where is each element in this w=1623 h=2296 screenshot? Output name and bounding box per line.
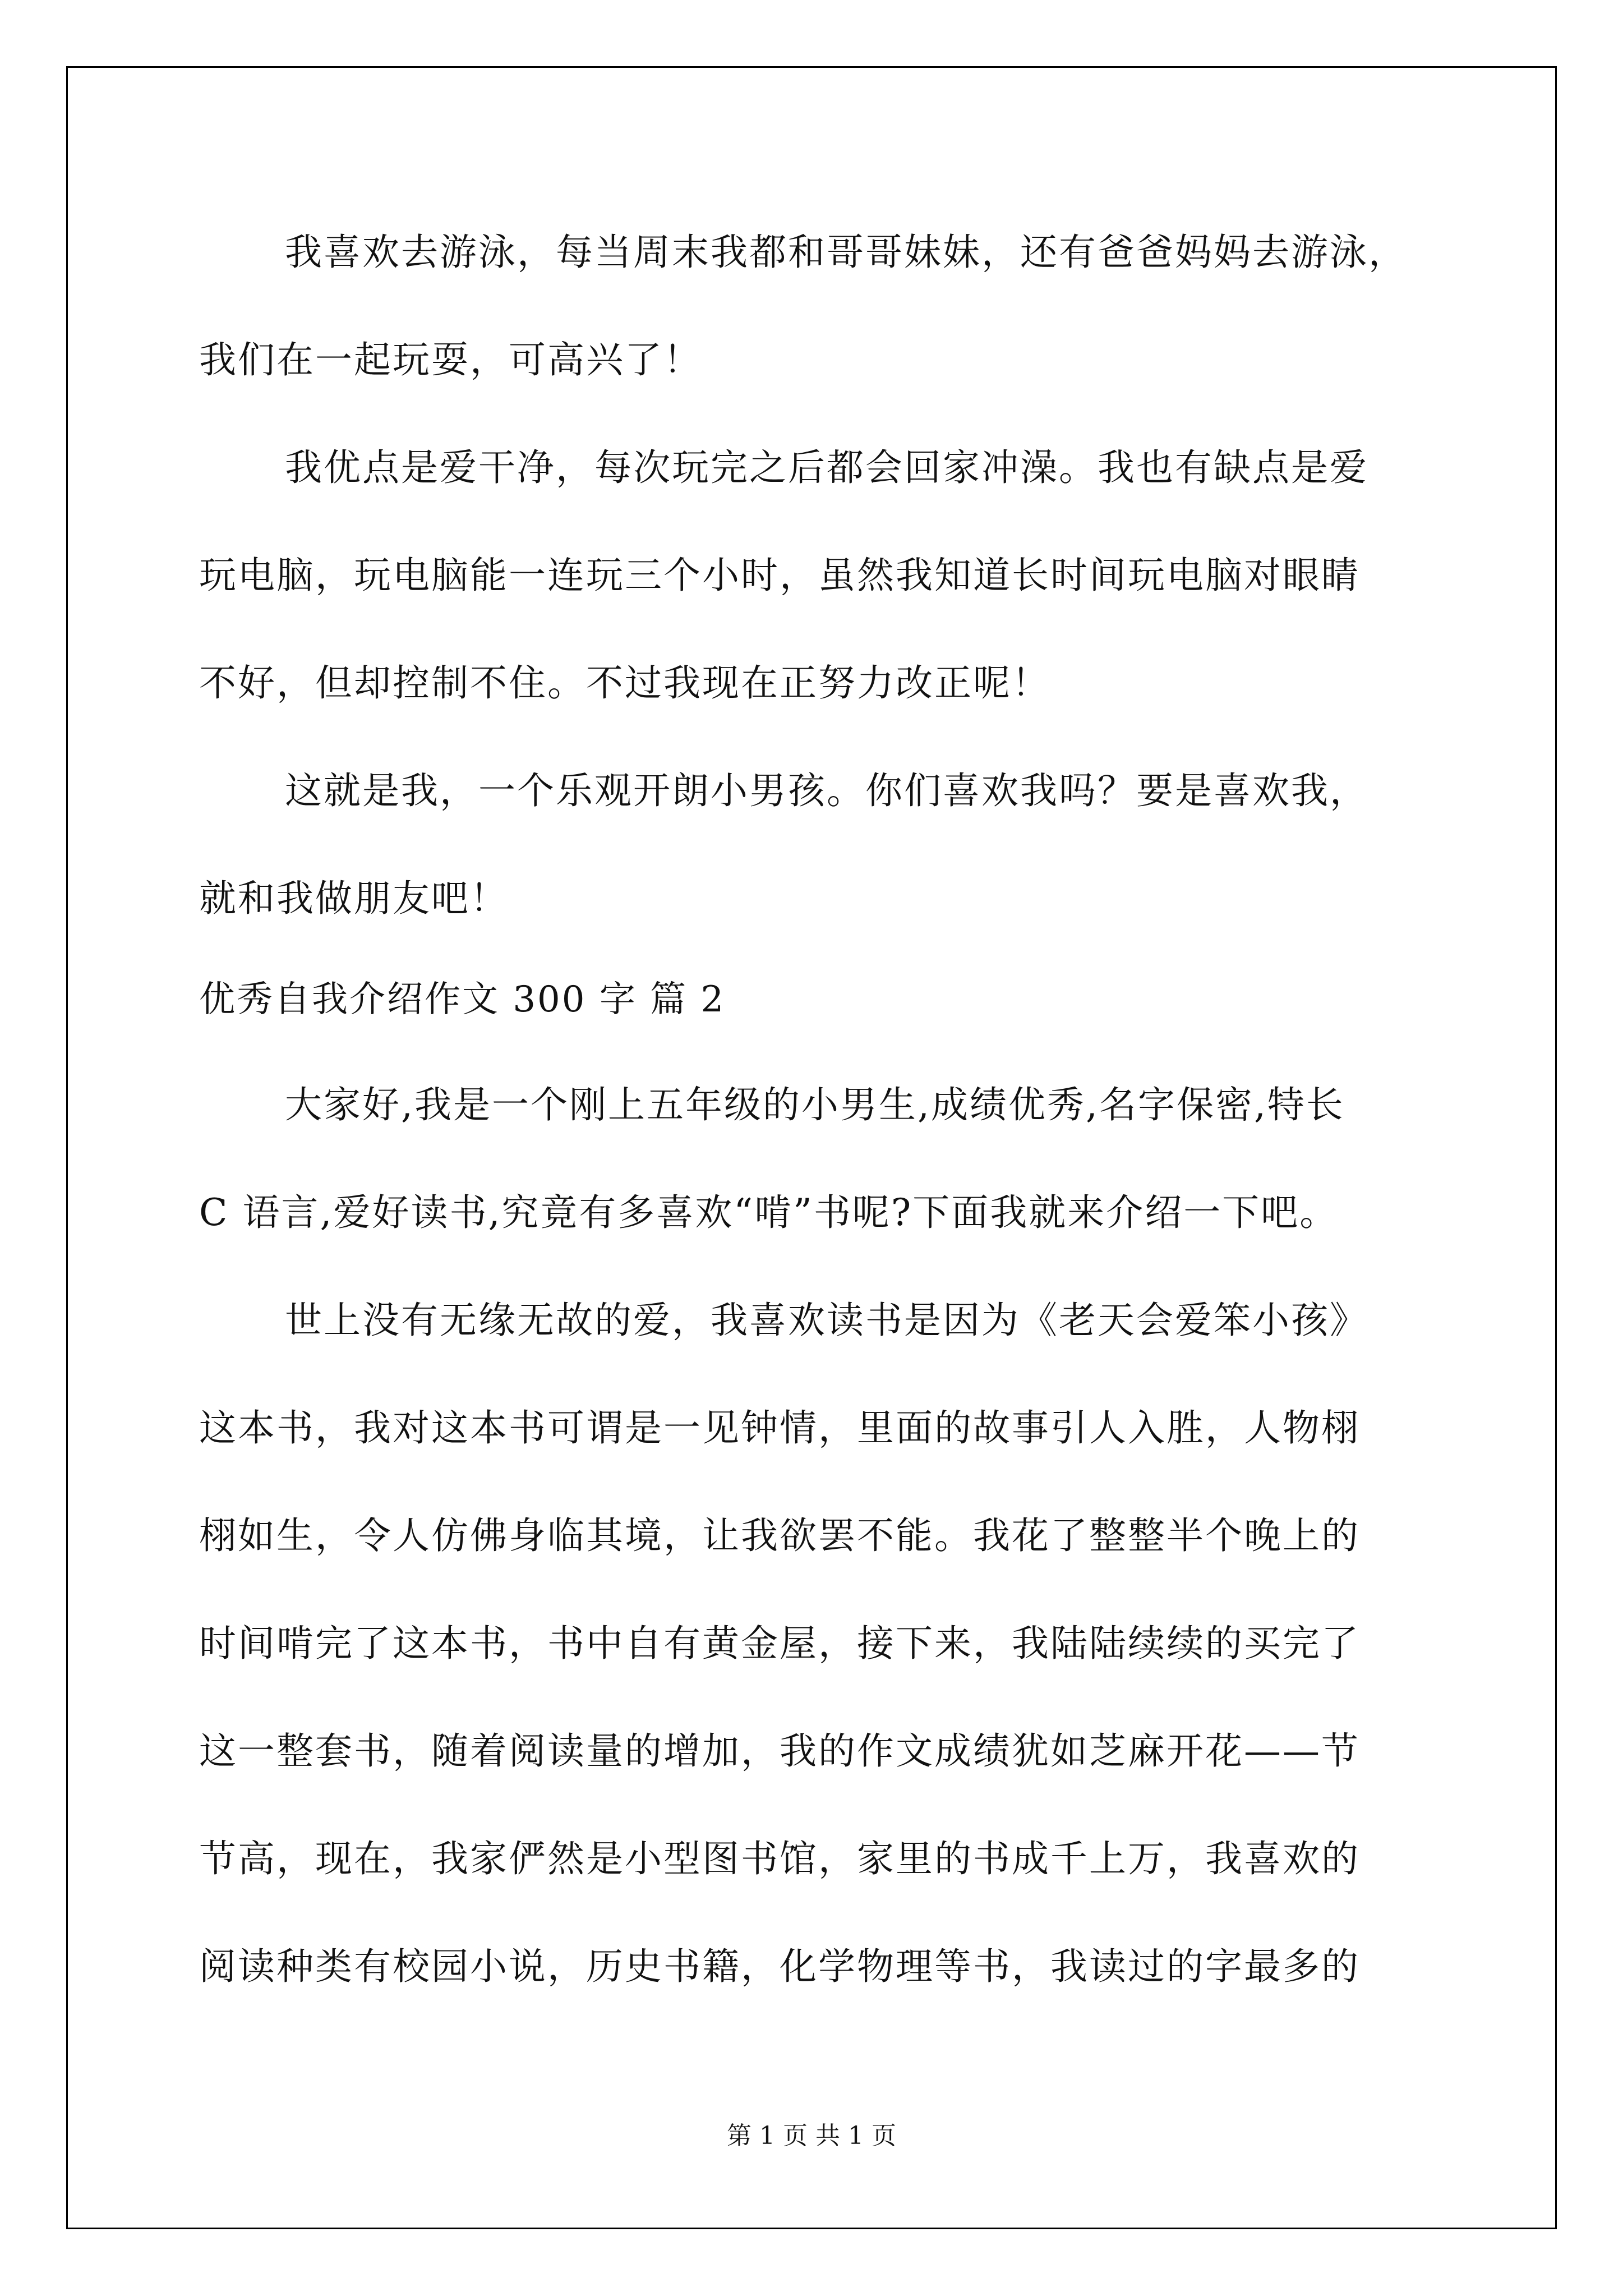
paragraph-2-line-2: 玩电脑，玩电脑能一连玩三个小时，虽然我知道长时间玩电脑对眼睛 [199,554,1360,597]
paragraph-3-line-2: 就和我做朋友吧！ [199,877,509,920]
page-number: 第 1 页 共 1 页 [727,2122,896,2150]
paragraph-2-line-3: 不好，但却控制不住。不过我现在正努力改正呢！ [199,661,1050,705]
paragraph-5-line-4: 时间啃完了这本书，书中自有黄金屋，接下来，我陆陆续续的买完了 [199,1622,1360,1665]
paragraph-4-line-1: 大家好,我是一个刚上五年级的小男生,成绩优秀,名字保密,特长 [285,1083,1345,1126]
paragraph-5-line-6: 节高，现在，我家俨然是小型图书馆，家里的书成千上万，我喜欢的 [199,1837,1360,1880]
paragraph-5-line-1: 世上没有无缘无故的爱，我喜欢读书是因为《老天会爱笨小孩》 [285,1299,1368,1342]
paragraph-5-line-7: 阅读种类有校园小说，历史书籍，化学物理等书，我读过的字最多的 [199,1945,1360,1988]
paragraph-5-line-2: 这本书，我对这本书可谓是一见钟情，里面的故事引人入胜，人物栩 [199,1406,1360,1450]
paragraph-1-line-2: 我们在一起玩耍，可高兴了！ [199,338,702,381]
paragraph-5-line-3: 栩如生，令人仿佛身临其境，让我欲罢不能。我花了整整半个晚上的 [199,1514,1360,1557]
paragraph-5-line-5: 这一整套书，随着阅读量的增加，我的作文成绩犹如芝麻开花——节 [199,1729,1360,1773]
paragraph-4-line-2: C 语言,爱好读书,究竟有多喜欢“啃”书呢?下面我就来介绍一下吧。 [199,1191,1339,1234]
page-border [66,66,1557,2229]
paragraph-1-line-1: 我喜欢去游泳，每当周末我都和哥哥妹妹，还有爸爸妈妈去游泳， [285,231,1407,274]
paragraph-3-line-1: 这就是我，一个乐观开朗小男孩。你们喜欢我吗？要是喜欢我， [285,769,1368,812]
paragraph-2-line-1: 我优点是爱干净，每次玩完之后都会回家冲澡。我也有缺点是爱 [285,446,1368,489]
section-heading: 优秀自我介绍作文 300 字 篇 2 [199,979,726,1020]
